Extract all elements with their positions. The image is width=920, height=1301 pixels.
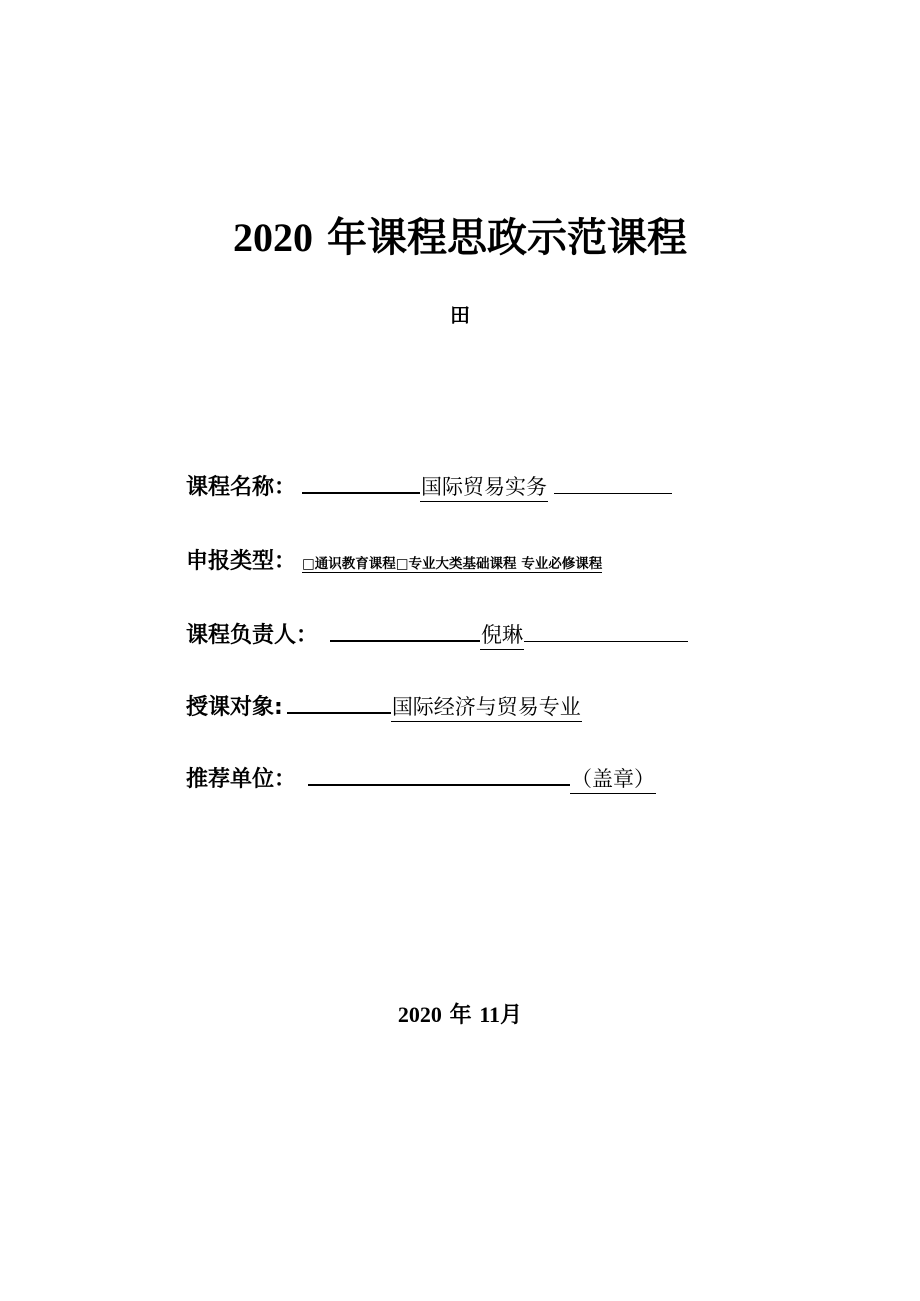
target-value: 国际经济与贸易专业 <box>391 691 582 722</box>
leader-underline-left <box>330 618 480 642</box>
unit-row <box>186 762 656 794</box>
date-month-suffix: 月 <box>500 1003 523 1028</box>
leader-label: 课程负责人： <box>186 623 319 648</box>
leader-underline-right <box>524 619 688 642</box>
course-name-underline-left <box>302 470 420 494</box>
course-name-value: 国际贸易实务 <box>420 471 548 502</box>
apply-type-value: □通识教育课程□专业大类基础课程 专业必修课程 <box>302 552 602 573</box>
target-row <box>186 690 582 722</box>
page-title <box>0 210 920 266</box>
target-label: 授课对象: <box>186 695 283 720</box>
title-text: 年课程思政示范课程 <box>326 215 687 261</box>
apply-type-row <box>186 544 602 575</box>
title-year: 2020 <box>233 215 314 260</box>
course-name-label: 课程名称： <box>186 475 297 500</box>
unit-label: 推荐单位： <box>186 767 297 792</box>
course-name-row <box>186 470 672 502</box>
course-name-underline-right <box>554 471 672 494</box>
date-month: 11 <box>479 1002 501 1027</box>
date-year: 2020 <box>397 1002 442 1027</box>
date-year-suffix: 年 <box>449 1003 472 1028</box>
unit-underline <box>308 762 570 786</box>
unit-value: （盖章） <box>570 763 656 794</box>
leader-value: 倪琳 <box>480 619 524 650</box>
leader-row <box>186 618 688 650</box>
apply-type-label: 申报类型： <box>186 549 297 574</box>
subtitle: 田 <box>450 303 470 327</box>
document-date <box>0 1000 920 1031</box>
target-underline-left <box>287 690 391 714</box>
